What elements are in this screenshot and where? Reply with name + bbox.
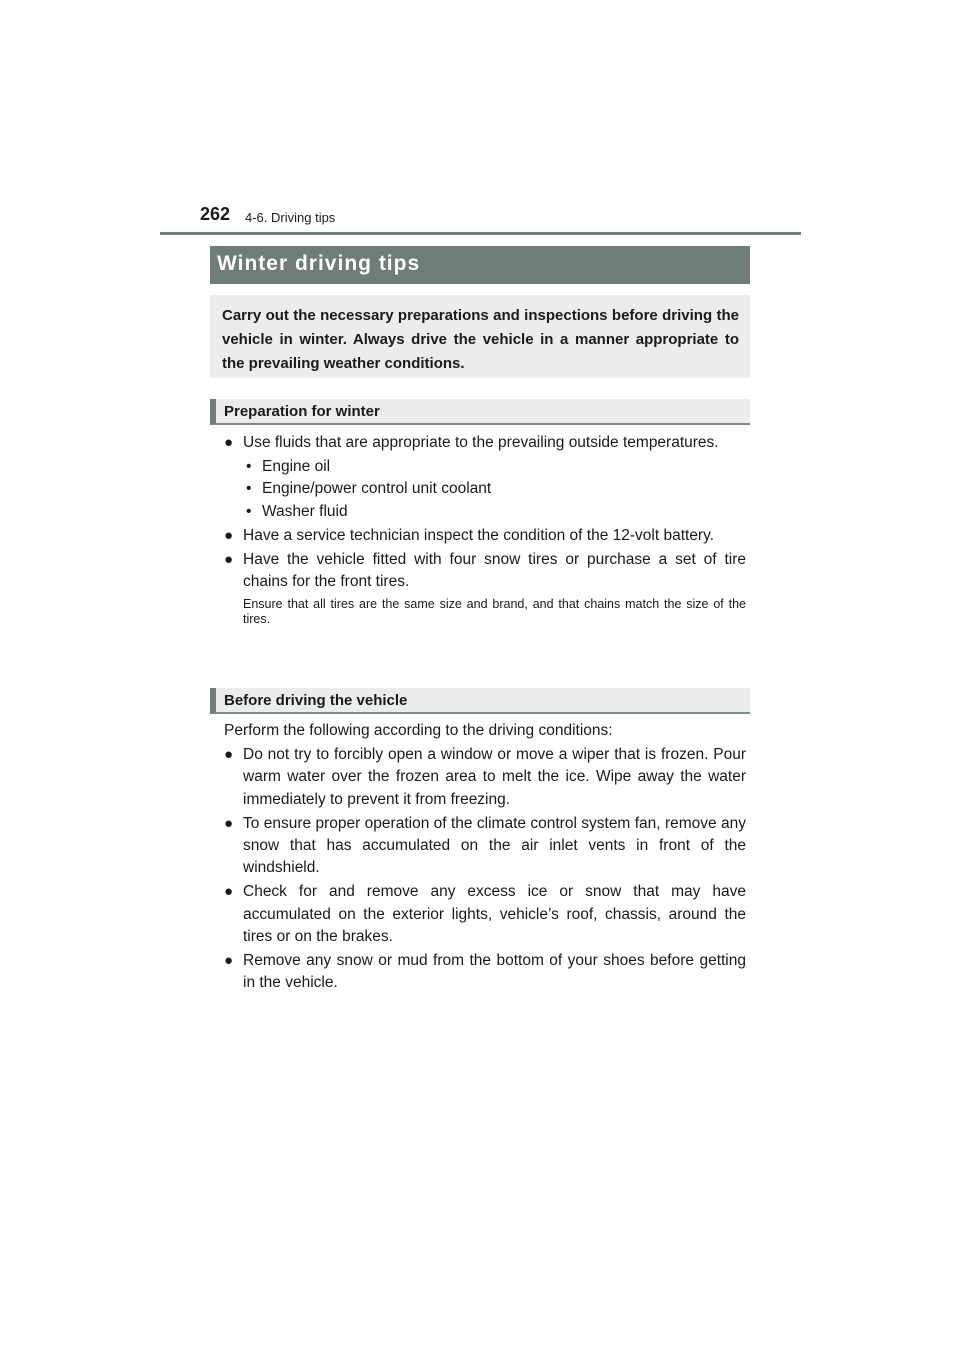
list-item xyxy=(224,744,746,811)
list-item xyxy=(224,813,746,880)
bullet-text: Check for and remove any excess ice or snow that may have accumulated on the exterior lights, vehicle’s roof, chassis, around the tires or on the brakes. xyxy=(243,883,746,945)
subbullet-icon: • xyxy=(246,480,252,498)
list-item xyxy=(224,525,746,547)
lead-text: Perform the following according to the driving conditions: xyxy=(224,722,613,739)
list-item xyxy=(224,432,746,454)
bullet-text: Remove any snow or mud from the bottom of your shoes before getting in the vehicle. xyxy=(243,952,746,992)
subbullet-icon: • xyxy=(246,458,252,476)
bullet-icon: ● xyxy=(224,952,234,970)
note-text: Ensure that all tires are the same size and brand, and that chains match the size of the tires. xyxy=(243,597,746,627)
section-reference: 4-6. Driving tips xyxy=(245,210,336,225)
sub-list-item xyxy=(224,456,746,478)
sub-item-text: Engine oil xyxy=(262,458,331,476)
bullet-icon: ● xyxy=(224,746,234,764)
list-item xyxy=(224,549,746,593)
bullet-text: To ensure proper operation of the climate control system fan, remove any snow that has accumulated on the air inlet vents in front of the windshield. xyxy=(243,814,746,877)
heading-preparation: Preparation for winter xyxy=(210,399,750,425)
subbullet-icon: • xyxy=(246,502,252,520)
list-item xyxy=(224,950,746,994)
fluid-sublist xyxy=(224,456,746,523)
list-item xyxy=(224,881,746,948)
bullet-icon: ● xyxy=(224,814,234,832)
before-driving-section xyxy=(224,720,746,996)
sub-list-item xyxy=(224,501,746,523)
bullet-icon: ● xyxy=(224,526,234,544)
bullet-icon: ● xyxy=(224,551,234,569)
intro-text: Carry out the necessary preparations and inspections before driving the vehicle in winter. Always drive the vehicle in a manner appropriate to the prevailing weather conditions. xyxy=(222,307,739,372)
sub-item-text: Engine/power control unit coolant xyxy=(262,480,492,498)
bullet-text: Have the vehicle fitted with four snow tires or purchase a set of tire chains for the front tires. xyxy=(243,551,746,591)
bullet-text: Use fluids that are appropriate to the prevailing outside temperatures. xyxy=(243,434,719,451)
page-title: Winter driving tips xyxy=(210,246,750,284)
page-number: 262 xyxy=(200,204,231,224)
bullet-text: Do not try to forcibly open a window or move a wiper that is frozen. Pour warm water over the frozen area to melt the ice. Wipe away the water immediately to prevent it from freezing. xyxy=(243,746,746,808)
bullet-icon: ● xyxy=(224,434,234,451)
header-rule xyxy=(160,232,801,235)
sub-list-item xyxy=(224,478,746,500)
intro-box xyxy=(210,295,750,378)
sub-item-text: Washer fluid xyxy=(262,502,348,520)
bullet-text: Have a service technician inspect the condition of the 12-volt battery. xyxy=(243,526,715,544)
heading-before-driving: Before driving the vehicle xyxy=(210,688,750,714)
bullet-icon: ● xyxy=(224,883,234,901)
preparation-section xyxy=(224,432,746,627)
